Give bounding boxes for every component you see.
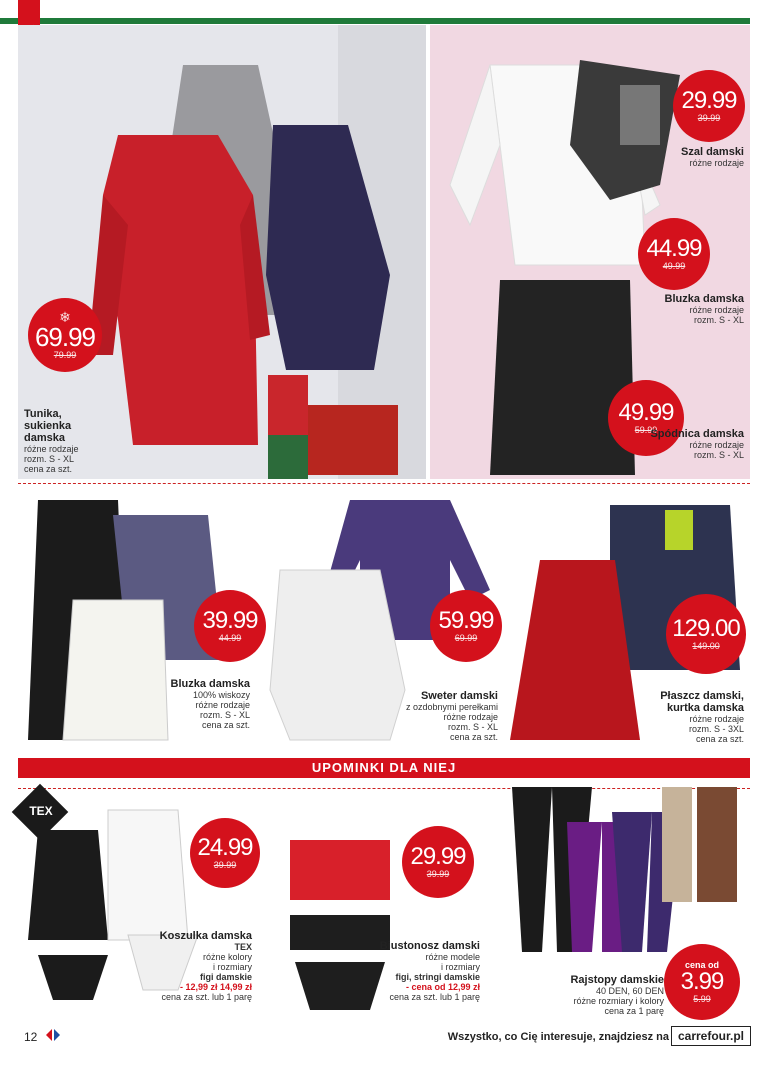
page-footer — [0, 1026, 775, 1056]
rajstopy-label: Rajstopy damskie 40 DEN, 60 DEN różne rozmiary i kolory cena za 1 parę — [570, 974, 664, 1016]
page-number: 12 — [24, 1030, 38, 1044]
top-green-ribbon — [0, 18, 750, 24]
bluzka-top-label: Bluzka damska różne rodzaje rozm. S - XL — [664, 293, 744, 325]
plaszcz-label: Płaszcz damski, kurtka damska różne rodzaje rozm. S - 3XL cena za szt. — [660, 690, 744, 744]
spodnica-price-badge: 49.99 59.99 — [608, 380, 684, 456]
section-divider — [18, 483, 750, 485]
spodnica-label: Spódnica damska różne rodzaje rozm. S - XL — [650, 428, 744, 460]
plaszcz-price-badge: 129.00 149.00 — [666, 594, 746, 674]
szal-label: Szal damski różne rodzaje — [681, 146, 744, 168]
sweter-price-badge: 59.99 69.99 — [430, 590, 502, 662]
szal-price-badge: 29.99 39.99 — [673, 70, 745, 142]
website-link[interactable]: carrefour.pl — [671, 1026, 751, 1046]
rajstopy-price-badge: cena od 3.99 5.99 — [664, 944, 740, 1020]
tunika-price-badge: ❄ 69.99 79.99 — [28, 298, 102, 372]
bluzka-mid-label: Bluzka damska 100% wiskozy różne rodzaje rozm. S - XL cena za szt. — [170, 678, 250, 730]
bluzka-top-price-badge: 44.99 49.99 — [638, 218, 710, 290]
carrefour-logo-icon — [44, 1028, 62, 1042]
footer-slogan: Wszystko, co Cię interesuje, znajdziesz na — [447, 1031, 669, 1043]
bluzka-mid-price-badge: 39.99 44.99 — [194, 590, 266, 662]
snowflake-icon: ❄ — [59, 309, 71, 325]
biustonosz-price-badge: 29.99 39.99 — [402, 826, 474, 898]
section-banner: UPOMINKI DLA NIEJ — [18, 758, 750, 778]
koszulka-price-badge: 24.99 39.99 — [190, 818, 260, 888]
koszulka-label: Koszulka damska TEX różne kolory i rozmiary figi damskie - 12,99 zł 14,99 zł cena za szt. lub 1 parę — [159, 930, 252, 1002]
biustonosz-label: Biustonosz damski różne modele i rozmiary figi, stringi damskie - cena od 12,99 zł cena za szt. lub 1 parę — [379, 940, 480, 1002]
tex-brand-text: TEX — [29, 804, 53, 818]
sweter-label: Sweter damski z ozdobnymi perełkami różne rodzaje rozm. S - XL cena za szt. — [405, 690, 498, 742]
tunika-label: Tunika, sukienka damska różne rodzaje rozm. S - XL cena za szt. — [24, 408, 79, 474]
